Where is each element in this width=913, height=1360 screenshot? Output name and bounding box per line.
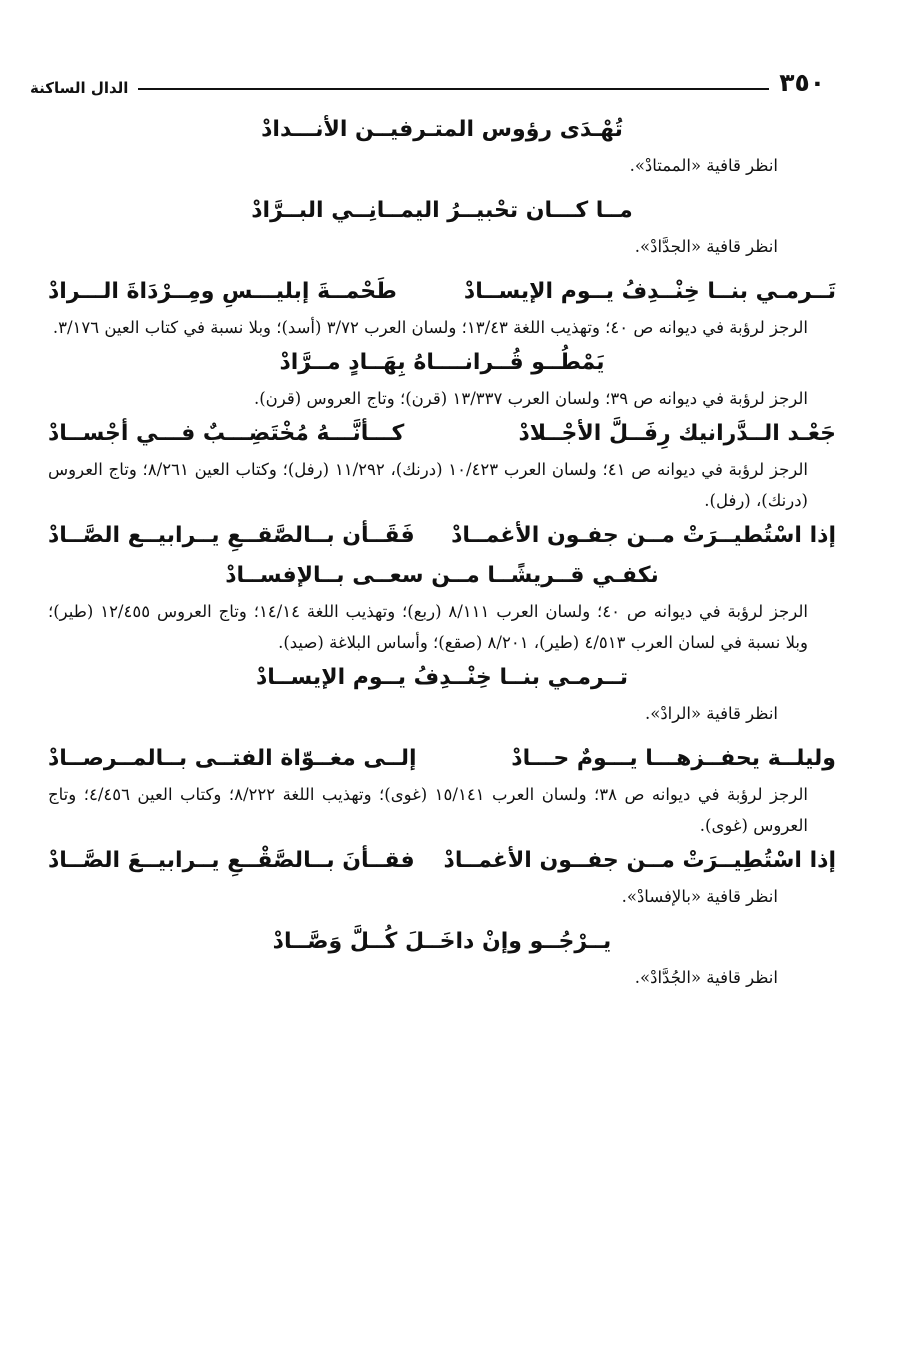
verse-couplet bbox=[48, 739, 836, 779]
page-content bbox=[48, 110, 836, 993]
cross-reference-note: انظر قافية «الرادْ». bbox=[644, 704, 778, 723]
running-title: الدال الساكنة bbox=[30, 79, 129, 97]
verse: مــا كـــان تحْبيــرُ اليمــانِــي البــرَّادْ bbox=[251, 198, 633, 223]
verse-first-hemistich: تَــرمـي بنــا خِنْــدِفُ يــوم الإيســادْ bbox=[463, 279, 836, 304]
verse: تــرمـي بنــا خِنْــدِفُ يــوم الإيســادْ bbox=[255, 665, 629, 690]
verse-couplet bbox=[48, 272, 836, 312]
verse-first-hemistich: جَعْـد الــدَّرانيك رِفَــلَّ الأجْــلادْ bbox=[518, 421, 836, 446]
verse-second-hemistich: فَقَــأن بــالصَّقــعِ يــرابيــع الصَّــادْ bbox=[48, 523, 415, 548]
verse-couplet bbox=[48, 841, 836, 881]
verse-first-hemistich: إذا اسْتُطِيــرَتْ مــن جفــون الأغمــادْ bbox=[443, 848, 836, 873]
verse-first-hemistich: إذا اسْتُطيــرَتْ مــن جفـون الأغمــادْ bbox=[451, 523, 836, 548]
citation-note: الرجز لرؤبة في ديوانه ص ٤١؛ ولسان العرب ١٠/٤٢٣ (درنك)، ١١/٢٩٢ (رفل)؛ وكتاب العين ٨/٢٦١؛ وتاج العروس (درنك)، (رفل). bbox=[48, 460, 808, 510]
citation-note: الرجز لرؤبة في ديوانه ص ٤٠؛ ولسان العرب ٨/١١١ (ربع)؛ وتهذيب اللغة ١٤/١٤؛ وتاج العروس ١٢/٤٥٥ (طير)؛ وبلا نسبة في لسان العرب ٤/٥١٣ (طير)، ٨/٢٠١ (صقع)؛ وأساس البلاغة (صيد). bbox=[48, 602, 808, 652]
verse: نكفـي قــريشًــا مــن سعــى بــالإفســادْ bbox=[225, 563, 659, 588]
verse: يَمْطُــو قُــرانــــاهُ بِهَــادٍ مــرَّادْ bbox=[279, 350, 605, 375]
verse-first-hemistich: وليلــة يحفــزهـــا يـــومٌ حـــادْ bbox=[511, 746, 836, 771]
citation-note: الرجز لرؤبة في ديوانه ص ٣٩؛ ولسان العرب ١٣/٣٣٧ (قرن)؛ وتاج العروس (قرن). bbox=[254, 389, 808, 408]
cross-reference-note: انظر قافية «الممتادْ». bbox=[629, 156, 778, 175]
verse-second-hemistich: إلــى مغــوّاة الفتــى بــالمــرصــادْ bbox=[48, 746, 417, 771]
cross-reference-note: انظر قافية «الجدَّادْ». bbox=[634, 237, 778, 256]
verse: تُهْـدَى رؤوس المتـرفيــن الأنـــدادْ bbox=[261, 117, 623, 142]
verse-second-hemistich: فقــأنَ بــالصَّقْــعِ يــرابيــعَ الصَّــادْ bbox=[48, 848, 415, 873]
citation-note: الرجز لرؤبة في ديوانه ص ٤٠؛ وتهذيب اللغة ١٣/٤٣؛ ولسان العرب ٣/٧٢ (أسد)؛ وبلا نسبة في كتاب العين ٣/١٧٦. bbox=[52, 318, 808, 337]
verse-couplet bbox=[48, 414, 836, 454]
header-rule bbox=[138, 88, 769, 90]
verse: يــرْجُــو وإنْ داخَــلَ كُــلَّ وَصَّــادْ bbox=[272, 929, 612, 954]
cross-reference-note: انظر قافية «بالإفسادْ». bbox=[621, 887, 778, 906]
page-header bbox=[30, 62, 825, 98]
verse-second-hemistich: كـــأنَّـــهُ مُخْتَضِـــبٌ فـــي أجْســادْ bbox=[48, 421, 405, 446]
verse-couplet bbox=[48, 516, 836, 556]
citation-note: الرجز لرؤبة في ديوانه ص ٣٨؛ ولسان العرب ١٥/١٤١ (غوى)؛ وتهذيب اللغة ٨/٢٢٢؛ وكتاب العين ٤/٤٥٦؛ وتاج العروس (غوى). bbox=[48, 785, 808, 835]
verse-second-hemistich: طَحْمــةَ إبليـــسِ ومِــرْدَاةَ الـــرادْ bbox=[48, 279, 397, 304]
page-number: ٣٥٠ bbox=[779, 68, 825, 97]
cross-reference-note: انظر قافية «الجُدَّادْ». bbox=[634, 968, 778, 987]
